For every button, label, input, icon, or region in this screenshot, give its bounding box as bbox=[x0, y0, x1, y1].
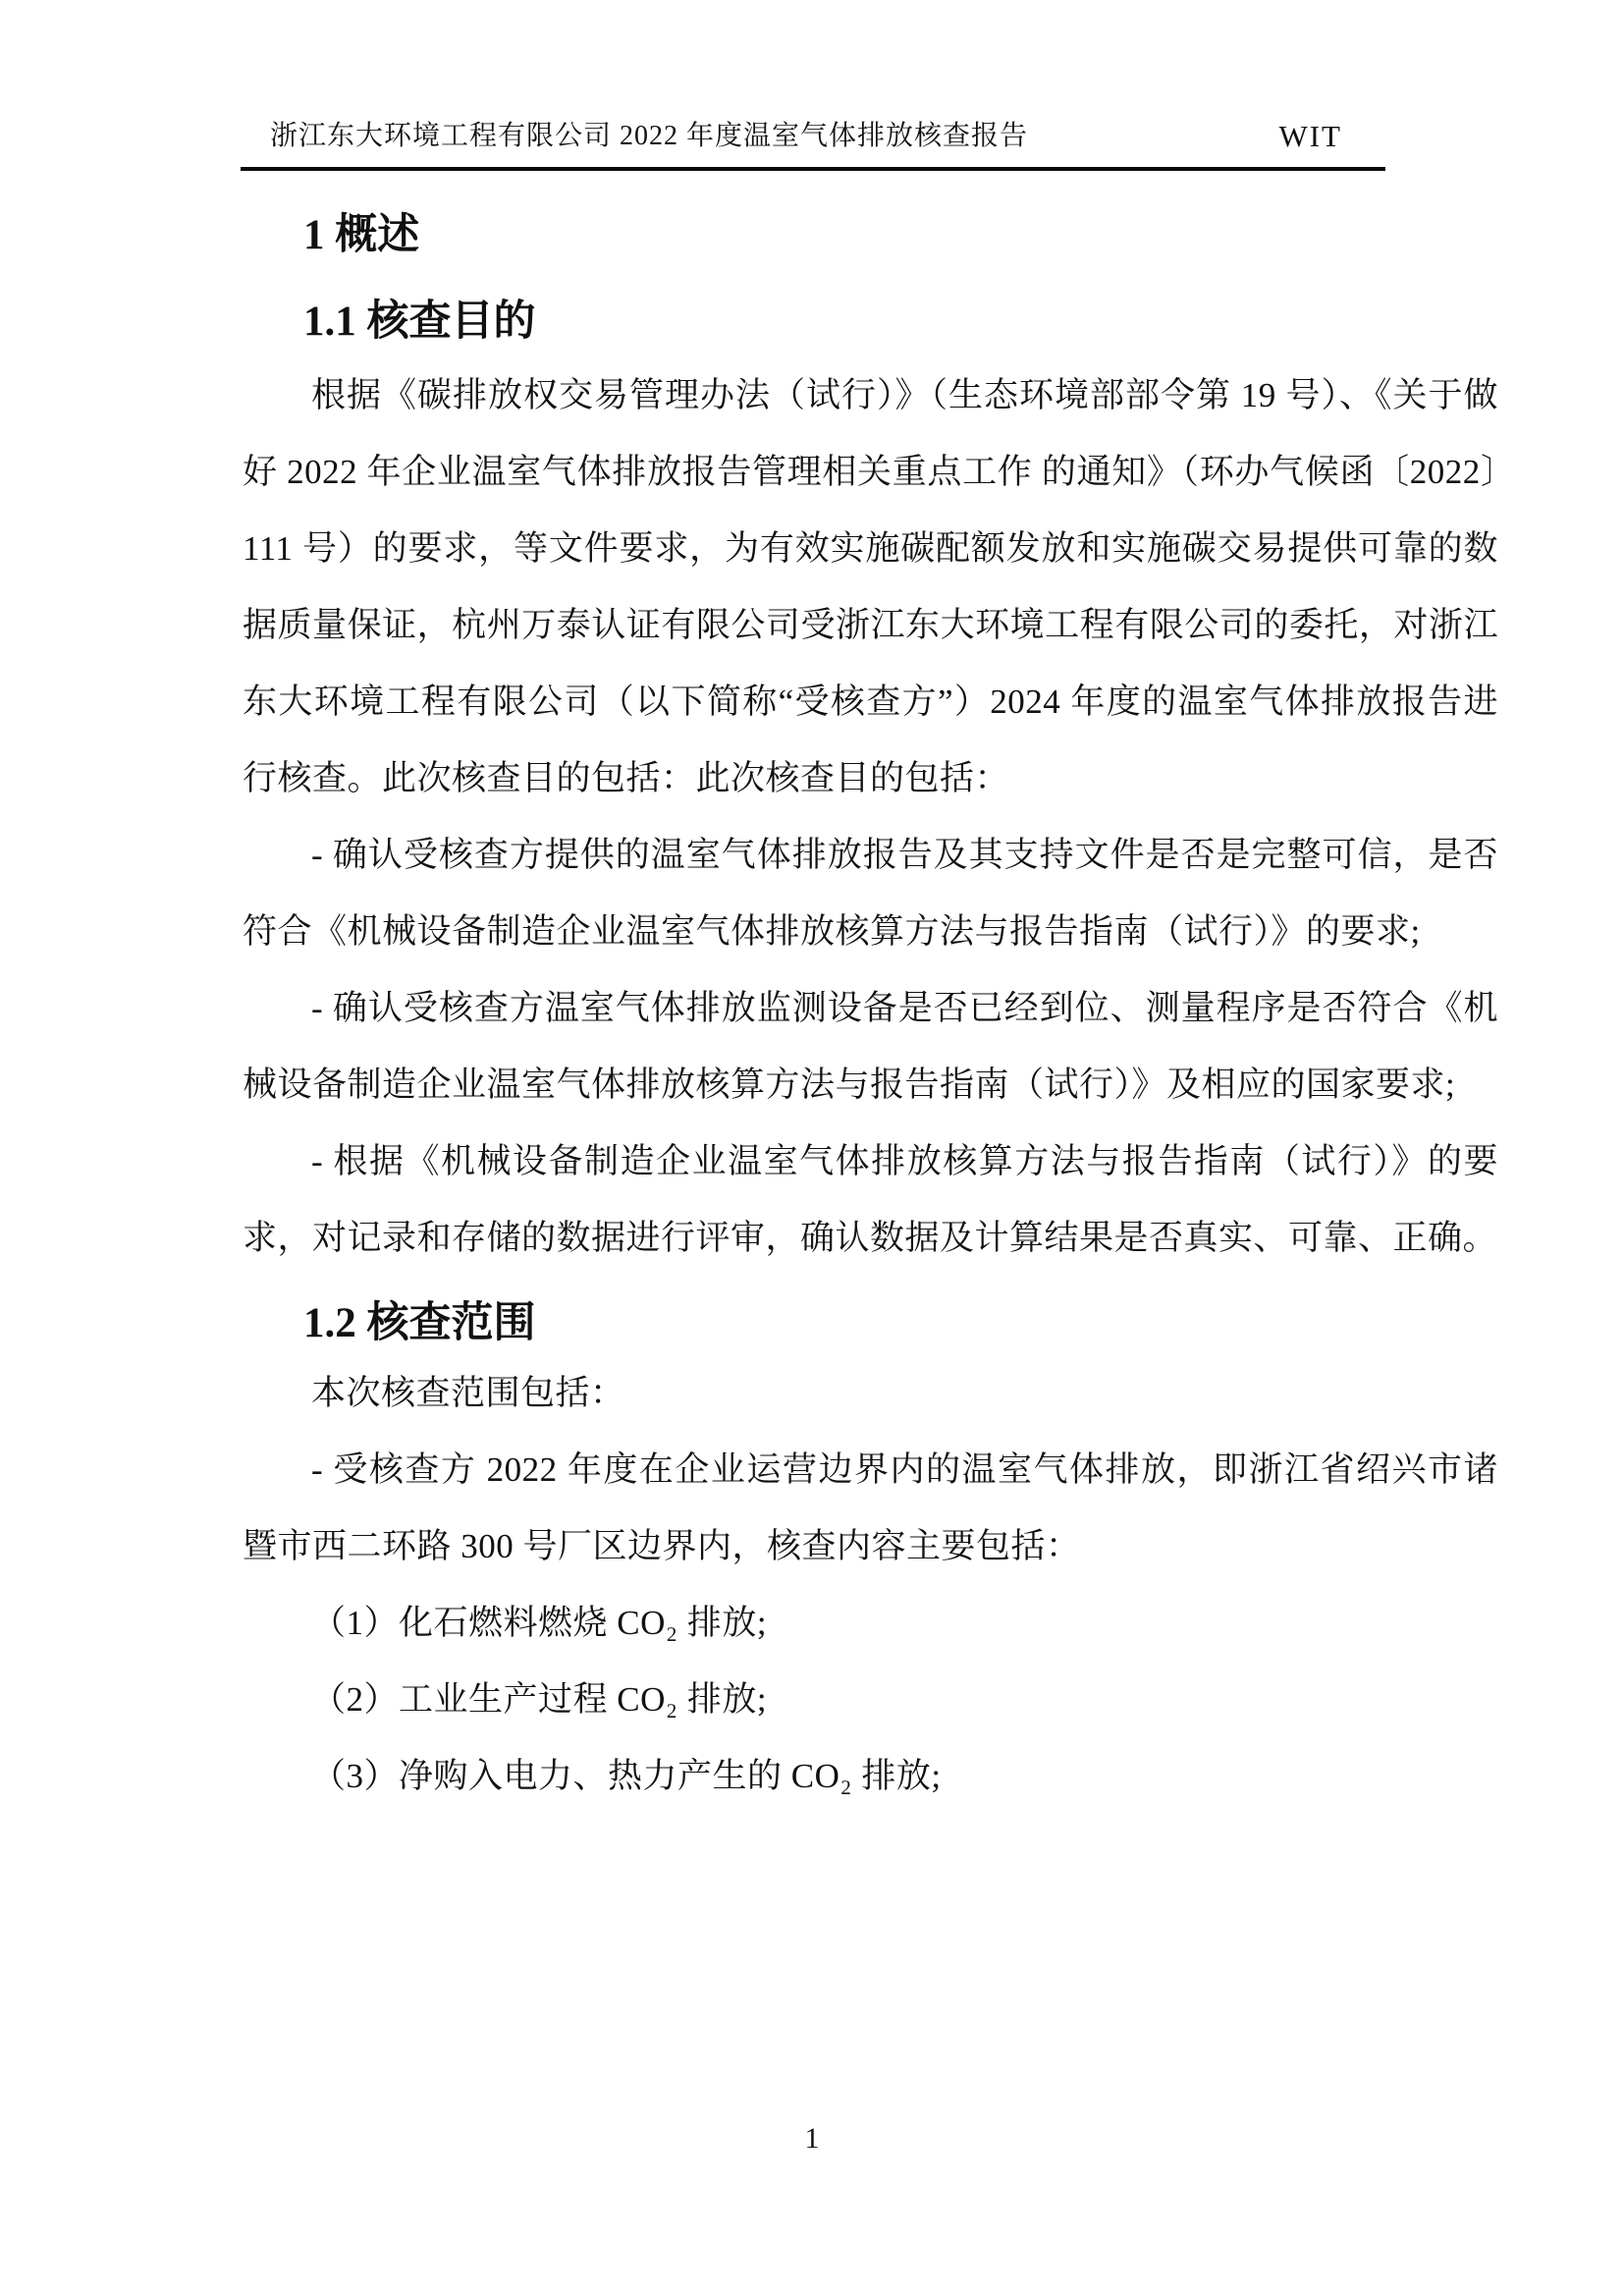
paragraph-scope-intro: 本次核查范围包括： bbox=[311, 1374, 625, 1412]
page-header bbox=[241, 0, 1385, 171]
header-brand: WIT bbox=[1278, 119, 1342, 153]
paragraph-verification-basis: 根据《碳排放权交易管理办法（试行）》（生态环境部部令第 19 号）、《关于做好 2022 年企业温室气体排放报告管理相关重点工作 的通知》（环办气候函〔2022〕111 号）的要求，等文件要求，为有效实施碳配额发放和实施碳交易提供可靠的数据质量保证，杭州万泰认证有限公司受浙江东大环境工程有限公司的委托，对浙江东大环境工程有限公司（以下简称“受核查方”）2024 年度的温室气体排放报告进行核查。此次核查目的包括：此次核查目的包括： bbox=[243, 376, 1498, 797]
page-footer bbox=[0, 2121, 1624, 2157]
scope-item-fossil-fuel: （1）化石燃料燃烧 CO₂ 排放; bbox=[311, 1604, 768, 1642]
page-number: 1 bbox=[804, 2122, 820, 2155]
bullet-monitoring-equipment: - 确认受核查方温室气体排放监测设备是否已经到位、测量程序是否符合《机械设备制造企业温室气体排放核算方法与报告指南（试行）》及相应的国家要求; bbox=[243, 989, 1498, 1104]
scope-item-purchased-electricity-heat: （3）净购入电力、热力产生的 CO₂ 排放; bbox=[311, 1757, 942, 1795]
header-title: 浙江东大环境工程有限公司 2022 年度温室气体排放核查报告 bbox=[270, 121, 1029, 151]
bullet-report-completeness: - 确认受核查方提供的温室气体排放报告及其支持文件是否是完整可信，是否符合《机械设备制造企业温室气体排放核算方法与报告指南（试行）》的要求; bbox=[243, 836, 1498, 951]
section-scope-heading: 1.2 核查范围 bbox=[303, 1300, 536, 1346]
scope-item-industrial-process: （2）工业生产过程 CO₂ 排放; bbox=[311, 1680, 768, 1719]
section-purpose-heading: 1.1 核查目的 bbox=[303, 299, 536, 345]
document-body bbox=[243, 210, 1498, 1815]
bullet-data-review: - 根据《机械设备制造企业温室气体排放核算方法与报告指南（试行）》的要求，对记录和存储的数据进行评审，确认数据及计算结果是否真实、可靠、正确。 bbox=[243, 1142, 1498, 1257]
paragraph-scope-boundary: - 受核查方 2022 年度在企业运营边界内的温室气体排放，即浙江省绍兴市诸暨市西二环路 300 号厂区边界内，核查内容主要包括： bbox=[243, 1450, 1498, 1565]
section-overview-heading: 1 概述 bbox=[303, 212, 420, 258]
